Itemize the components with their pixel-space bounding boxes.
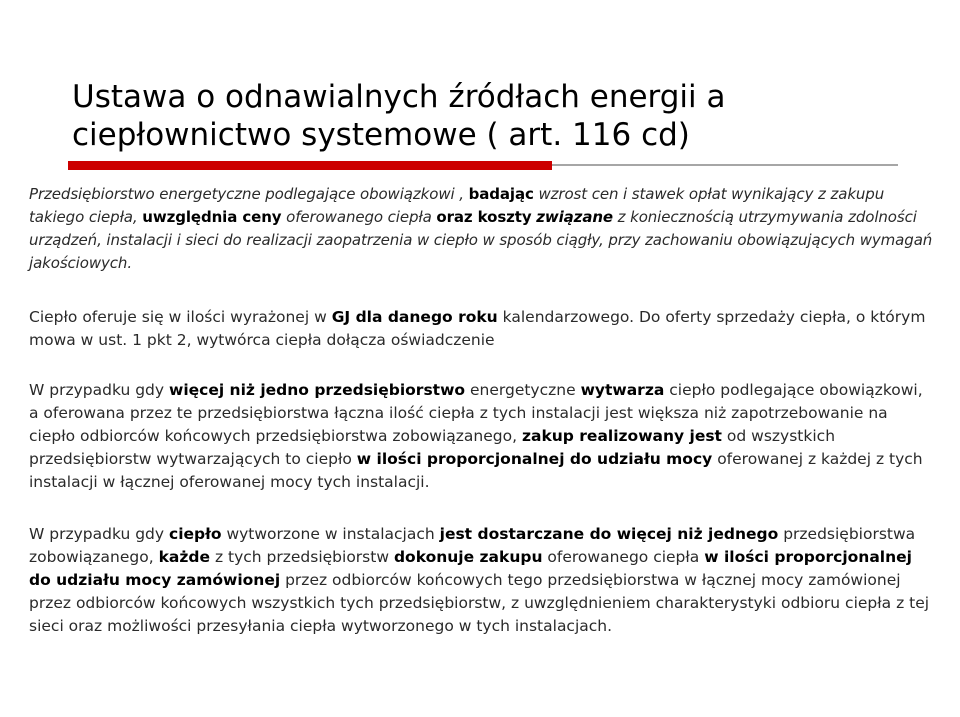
p4-bold-1: ciepło <box>169 525 222 543</box>
title-divider-line <box>552 164 898 166</box>
p3-bold-1: więcej niż jedno przedsiębiorstwo <box>169 381 466 399</box>
paragraph-heat-offer <box>29 306 934 352</box>
p4-bold-2: jest dostarczane do więcej niż jednego <box>439 525 779 543</box>
p1-text-4: z koniecznością utrzymywania zdolności urządzeń, instalacji i sieci do realizacji zaopatrzenia w ciepło w sposób ciągły, przy zachowaniu obowiązujących wymagań jakościowych. <box>29 208 933 272</box>
p1-text-3: oferowanego ciepła <box>286 208 432 226</box>
paragraph-multiple-buyers <box>29 523 934 638</box>
p4-text-4: z tych przedsiębiorstw <box>214 548 390 566</box>
p3-bold-4: w ilości proporcjonalnej do udziału mocy <box>356 450 713 468</box>
p1-bold-2: uwzględnia ceny <box>142 208 282 226</box>
p4-text-1: W przypadku gdy <box>29 525 165 543</box>
p4-text-3: przedsiębiorstwa zobowiązanego, <box>29 525 916 566</box>
p4-text-2: wytworzone w instalacjach <box>226 525 435 543</box>
slide-title <box>72 78 932 154</box>
p3-bold-3: zakup realizowany jest <box>521 427 722 445</box>
p3-text-3: ciepło podlegające obowiązkowi, a oferowana przez te przedsiębiorstwa łączna ilość ciepła z tych instalacji jest większa niż zapotrzebowanie na ciepło odbiorców końcowych przedsiębiorstwa zobowiązanego, <box>29 381 923 445</box>
paragraph-price-assessment <box>29 183 934 275</box>
paragraph-multiple-producers <box>29 379 934 494</box>
p4-bold-5: w ilości proporcjonalnej do udziału mocy zamówionej <box>29 548 912 589</box>
p3-bold-2: wytwarza <box>580 381 665 399</box>
p3-text-2: energetyczne <box>469 381 576 399</box>
p2-text-2: kalendarzowego. Do oferty sprzedaży ciepła, o którym mowa w ust. 1 pkt 2, wytwórca ciepła dołącza oświadczenie <box>29 308 926 349</box>
p4-bold-3: każde <box>158 548 211 566</box>
slide-title-line-1: Ustawa o odnawialnych źródłach energii a <box>72 79 726 115</box>
p1-bold-1: badając <box>468 185 534 203</box>
p3-text-4: od wszystkich przedsiębiorstw wytwarzających to ciepło <box>29 427 836 468</box>
p2-text-1: Ciepło oferuje się w ilości wyrażonej w <box>29 308 327 326</box>
p1-text-1: Przedsiębiorstwo energetyczne podlegające obowiązkowi , <box>29 185 464 203</box>
p4-text-5: oferowanego ciepła <box>547 548 700 566</box>
title-accent-bar <box>68 161 552 170</box>
p2-bold-1: GJ dla danego roku <box>331 308 498 326</box>
p1-bold-4: związane <box>536 208 613 226</box>
p3-text-1: W przypadku gdy <box>29 381 165 399</box>
p1-text-2: wzrost cen i stawek opłat wynikający z zakupu takiego ciepła, <box>29 185 885 226</box>
p4-bold-4: dokonuje zakupu <box>393 548 543 566</box>
p3-text-5: oferowanej z każdej z tych instalacji w łącznej oferowanej mocy tych instalacji. <box>29 450 923 491</box>
p1-bold-3: oraz koszty <box>436 208 532 226</box>
p4-text-6: przez odbiorców końcowych tego przedsiębiorstwa w łącznej mocy zamówionej przez odbiorców końcowych wszystkich tych przedsiębiorstw, z uwzględnieniem charakterystyki odbioru ciepła z tej sieci oraz możliwości przesyłania ciepła wytworzonego w tych instalacjach. <box>29 571 930 635</box>
slide-title-line-2: ciepłownictwo systemowe ( art. 116 cd) <box>72 117 690 153</box>
